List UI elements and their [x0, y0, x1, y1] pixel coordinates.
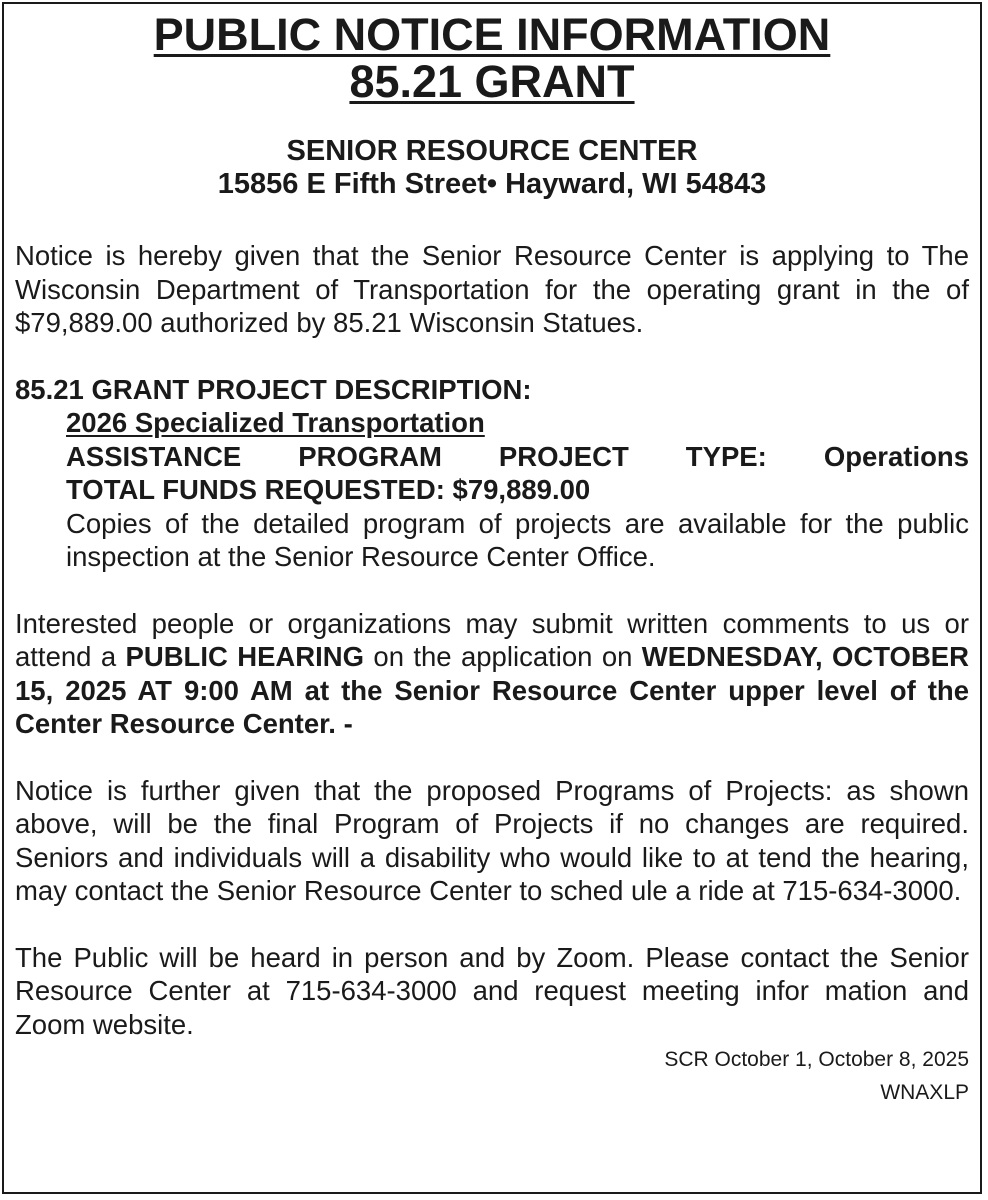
organization-name: SENIOR RESOURCE CENTER — [286, 135, 698, 167]
copies-note: Copies of the detailed program of projects are available for the public inspection at the Senior Resource Center Office. — [66, 507, 969, 572]
notice-title-line-1: PUBLIC NOTICE INFORMATION — [153, 9, 831, 60]
public-hearing-label: PUBLIC HEARING — [125, 641, 365, 672]
hearing-paragraph — [15, 607, 969, 741]
project-description — [15, 373, 969, 574]
public-notice — [2, 2, 982, 1194]
hearing-details: WEDNESDAY, OCTOBER 15, 2025 AT 9:00 AM at the Senior Resource Center upper level of the Center Resource Center. - — [15, 641, 970, 739]
project-details — [15, 406, 969, 574]
notice-title-line-2: 85.21 GRANT — [349, 56, 635, 107]
total-funds: TOTAL FUNDS REQUESTED: $79,889.00 — [66, 474, 591, 505]
notice-title — [15, 11, 969, 105]
project-type: ASSISTANCE PROGRAM PROJECT TYPE: Operations — [66, 440, 969, 472]
hearing-middle-text: on the application on — [364, 641, 642, 672]
project-heading: 85.21 GRANT PROJECT DESCRIPTION: — [15, 373, 532, 405]
organization-header — [15, 135, 969, 201]
intro-paragraph: Notice is hereby given that the Senior Resource Center is applying to The Wisconsin Department of Transportation for the operating grant in the of $79,889.00 authorized by 85.21 Wisconsin Statues. — [15, 240, 969, 338]
hearing-intro-text: Interested people or organizations may submit written comments to us or attend a — [15, 607, 969, 672]
program-name: 2026 Specialized Transportation — [66, 407, 485, 438]
zoom-paragraph: The Public will be heard in person and by Zoom. Please contact the Senior Resource Center at 715-634-3000 and request meeting infor mation and Zoom website. — [15, 941, 969, 1040]
organization-address: 15856 E Fifth Street• Hayward, WI 54843 — [217, 168, 767, 200]
publication-code: WNAXLP — [880, 1081, 969, 1104]
publication-dates: SCR October 1, October 8, 2025 — [664, 1048, 969, 1071]
further-notice-paragraph: Notice is further given that the proposed Programs of Projects: as shown above, will be the final Program of Projects if no changes are required. Seniors and individuals will a disability who would like to at tend the hearing, may contact the Senior Resource Center to sched ule a ride at 715-634-3000. — [15, 774, 969, 906]
